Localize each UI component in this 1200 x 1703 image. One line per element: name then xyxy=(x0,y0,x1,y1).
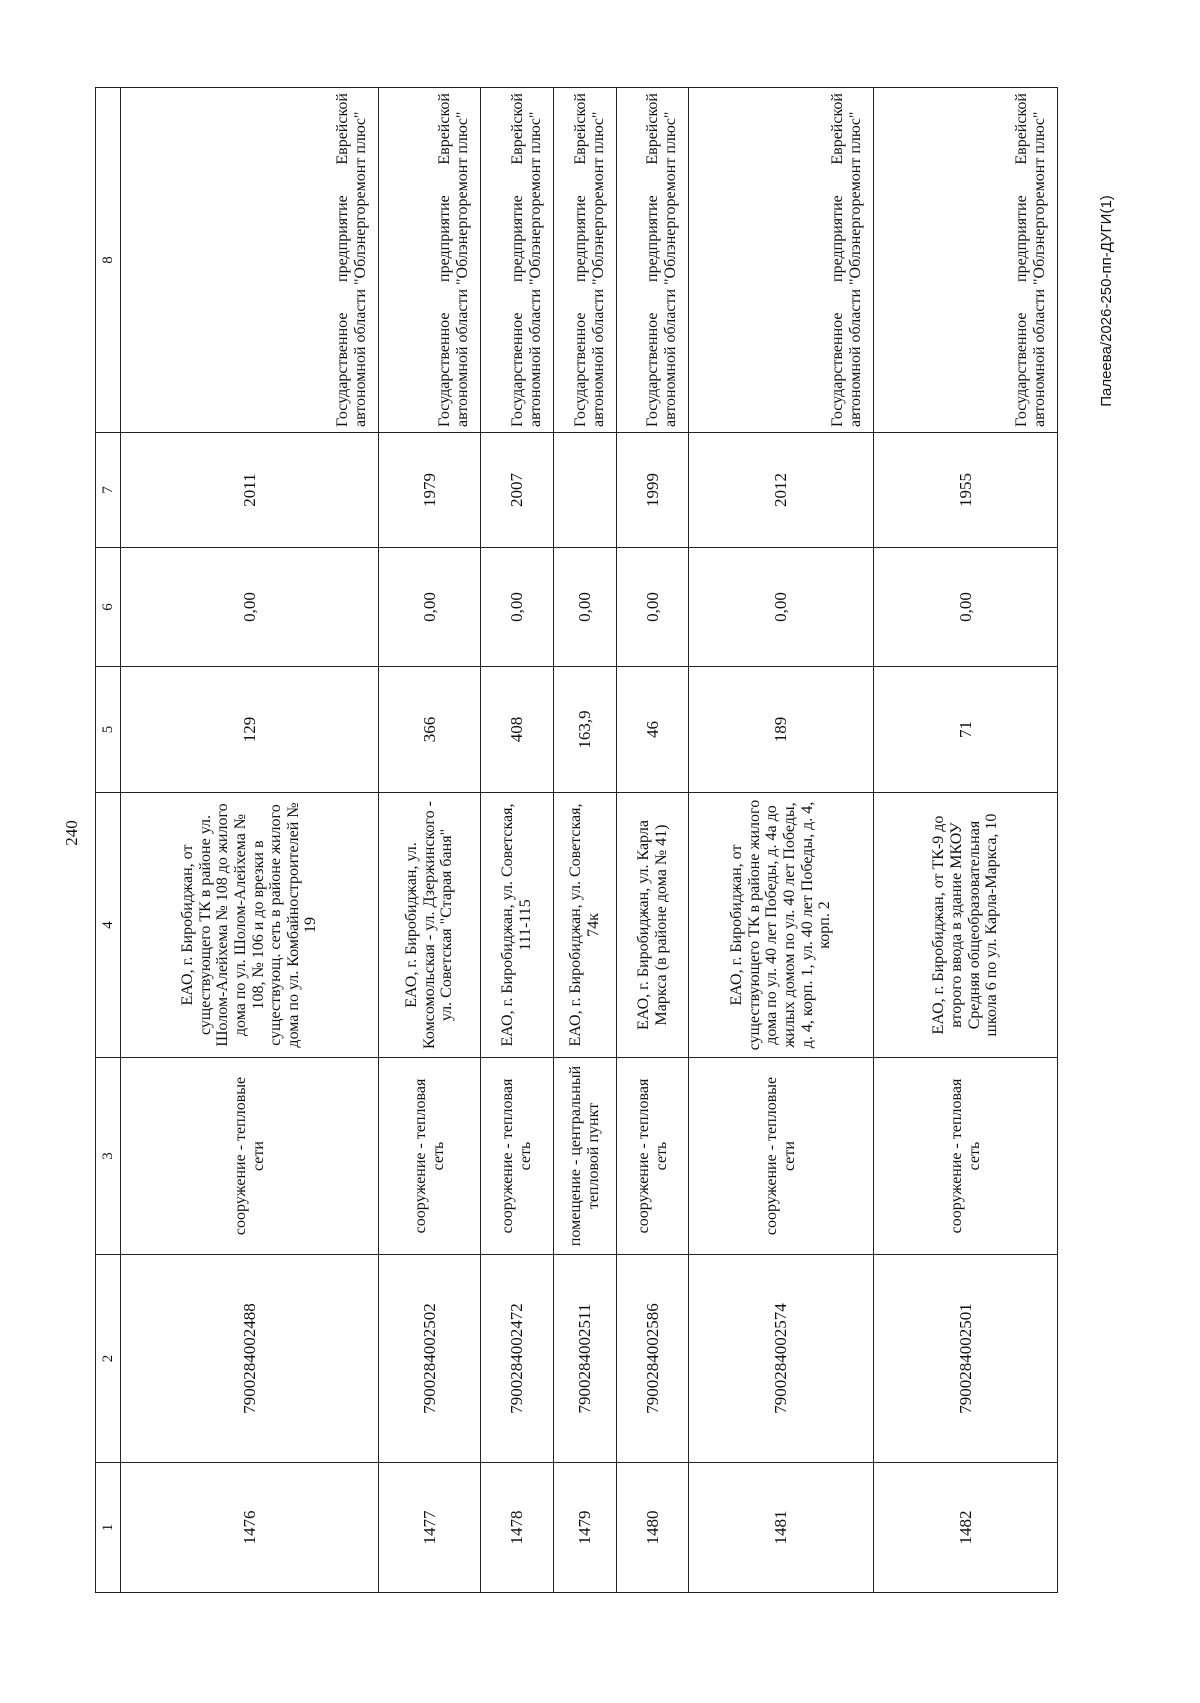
row-number: 1482 xyxy=(874,1463,1058,1593)
column-header-2: 2 xyxy=(96,1255,121,1463)
cadastral-number: 7900284002511 xyxy=(554,1255,617,1463)
object-length: 163,9 xyxy=(554,667,617,793)
object-year: 1999 xyxy=(617,433,689,548)
object-length: 408 xyxy=(481,667,554,793)
cadastral-number: 7900284002574 xyxy=(689,1255,874,1463)
object-value: 0,00 xyxy=(379,548,481,667)
page-number: 240 xyxy=(62,820,81,846)
rights-holder: Государственное предприятие Еврейской автономной области "Облэнергоремонт плюс" xyxy=(689,88,874,433)
column-header-3: 3 xyxy=(96,1058,121,1255)
object-length: 189 xyxy=(689,667,874,793)
object-value: 0,00 xyxy=(554,548,617,667)
cadastral-number: 7900284002472 xyxy=(481,1255,554,1463)
object-address: ЕАО, г. Биробиджан, ул. Советская, 111-115 xyxy=(481,793,554,1058)
column-header-5: 5 xyxy=(96,667,121,793)
object-length: 129 xyxy=(121,667,379,793)
rights-holder: Государственное предприятие Еврейской автономной области "Облэнергоремонт плюс" xyxy=(481,88,554,433)
row-number: 1477 xyxy=(379,1463,481,1593)
object-type: сооружение - тепловая сеть xyxy=(874,1058,1058,1255)
row-number: 1476 xyxy=(121,1463,379,1593)
object-address: ЕАО, г. Биробиджан, ул. Карла Маркса (в районе дома № 41) xyxy=(617,793,689,1058)
rights-holder: Государственное предприятие Еврейской автономной области "Облэнергоремонт плюс" xyxy=(121,88,379,433)
registry-table-container xyxy=(95,88,1058,1593)
table-row xyxy=(121,88,379,1593)
object-value: 0,00 xyxy=(617,548,689,667)
cadastral-number: 7900284002502 xyxy=(379,1255,481,1463)
object-address: ЕАО, г. Биробиджан, от ТК-9 до второго ввода в здание МКОУ Средняя общеобразовательная школа 6 по ул. Карла-Маркса, 10 xyxy=(874,793,1058,1058)
row-number: 1478 xyxy=(481,1463,554,1593)
table-row xyxy=(554,88,617,1593)
column-header-6: 6 xyxy=(96,548,121,667)
row-number: 1479 xyxy=(554,1463,617,1593)
object-year: 2012 xyxy=(689,433,874,548)
table-row xyxy=(689,88,874,1593)
object-year: 1979 xyxy=(379,433,481,548)
table-row xyxy=(617,88,689,1593)
cadastral-number: 7900284002501 xyxy=(874,1255,1058,1463)
object-type: сооружение - тепловая сеть xyxy=(481,1058,554,1255)
object-type: сооружение - тепловая сеть xyxy=(379,1058,481,1255)
object-type: помещение - центральный тепловой пункт xyxy=(554,1058,617,1255)
row-number: 1481 xyxy=(689,1463,874,1593)
table-row xyxy=(481,88,554,1593)
column-header-1: 1 xyxy=(96,1463,121,1593)
column-header-4: 4 xyxy=(96,793,121,1058)
rights-holder: Государственное предприятие Еврейской автономной области "Облэнергоремонт плюс" xyxy=(379,88,481,433)
object-length: 46 xyxy=(617,667,689,793)
object-year: 2011 xyxy=(121,433,379,548)
object-address: ЕАО, г. Биробиджан, ул. Комсомольская - ул. Дзержинского - ул. Советская "Старая баня" xyxy=(379,793,481,1058)
object-value: 0,00 xyxy=(121,548,379,667)
rights-holder: Государственное предприятие Еврейской автономной области "Облэнергоремонт плюс" xyxy=(554,88,617,433)
object-value: 0,00 xyxy=(689,548,874,667)
object-address: ЕАО, г. Биробиджан, ул. Советская, 74к xyxy=(554,793,617,1058)
row-number: 1480 xyxy=(617,1463,689,1593)
object-year: 1955 xyxy=(874,433,1058,548)
object-year: 2007 xyxy=(481,433,554,548)
object-address: ЕАО, г. Биробиджан, от существующего ТК в районе ул. Шолом-Алейхема № 108 до жилого дома по ул. Шолом-Алейхема № 108, № 106 и до врезки в существующ. сеть в районе жилого дома по ул. Комбайностроителей № 19 xyxy=(121,793,379,1058)
object-type: сооружение - тепловые сети xyxy=(689,1058,874,1255)
document-footer-code: Палеева/2026-250-пп-ДУГИ(1) xyxy=(1098,195,1115,407)
rights-holder: Государственное предприятие Еврейской автономной области "Облэнергоремонт плюс" xyxy=(874,88,1058,433)
rights-holder: Государственное предприятие Еврейской автономной области "Облэнергоремонт плюс" xyxy=(617,88,689,433)
object-address: ЕАО, г. Биробиджан, от существующего ТК в районе жилого дома по ул. 40 лет Победы, д. 4а до жилых домом по ул. 40 лет Победы, д. 4, корп. 1, ул. 40 лет Победы, д. 4, корп. 2 xyxy=(689,793,874,1058)
object-length: 71 xyxy=(874,667,1058,793)
column-header-7: 7 xyxy=(96,433,121,548)
object-year xyxy=(554,433,617,548)
object-type: сооружение - тепловые сети xyxy=(121,1058,379,1255)
object-value: 0,00 xyxy=(874,548,1058,667)
table-row xyxy=(874,88,1058,1593)
property-registry-table xyxy=(95,87,1058,1593)
table-row xyxy=(379,88,481,1593)
object-type: сооружение - тепловая сеть xyxy=(617,1058,689,1255)
object-value: 0,00 xyxy=(481,548,554,667)
cadastral-number: 7900284002586 xyxy=(617,1255,689,1463)
object-length: 366 xyxy=(379,667,481,793)
column-header-8: 8 xyxy=(96,88,121,433)
cadastral-number: 7900284002488 xyxy=(121,1255,379,1463)
column-number-header-row xyxy=(96,88,121,1593)
